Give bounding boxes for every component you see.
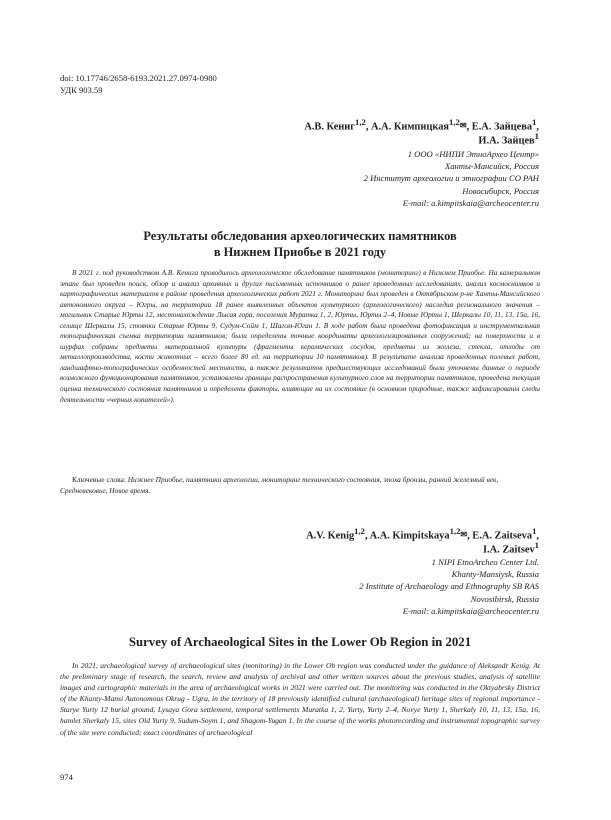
ru-keywords: Ключевые слова: Нижнее Приобье, памятники археологии, мониторинг технического состояния, эпоха бронзы, ранний железный век, Средневековье, Новое время. xyxy=(60,475,499,495)
en-authors-line1: A.V. Kenig$^{1,2}$, A.A. Kimpitskaya$^{1,2}$✉, E.A. Zaitseva$^1$, xyxy=(306,526,539,542)
ru-affiliations: 1 ООО «НИПИ ЭтноАрхео Центр» Ханты-Мансийск, Россия 2 Институт археологии и этнографии СО РАН Новосибирск, Россия E-mail: a.kimpitskaia@archeocenter.ru xyxy=(363,149,539,208)
ru-title: Результаты обследования археологических памятников в Нижнем Приобье в 2021 году xyxy=(143,229,457,259)
en-abstract: In 2021, archaeological survey of archaeological sites (monitoring) in the Lower Ob region was conducted under the guidance of Aleksandr Kenig. At the preliminary stage of research, the search, review and analysis of archival and other written sources about the previous studies, analysis of satellite images and cartographic materials in the area of archaeological works in 2021 were carried out. The monitoring was conducted in the Oktyabrsky District of the Khanty-Mansi Autonomous Okrug - Ugra, in the territory of 18 previously identified cultural (archaeological) heritage sites of regional importance - Starye Yurty 12 burial ground, Lysaya Gora settlement, temporal settlements Muratka 1, 2, Yurty, Yurty 2–4, Novye Yurty 1, Sherkaly 10, 11, 13, 15a, 16, hamlet Sherkaly 15, sites Old Yurty 9, Sudum-Soym 1, and Shagom-Yugan 1. In the course of the works photorecording and instrumental topographic survey of the site were conducted; exact coordinates of archaeological xyxy=(60,661,540,737)
udk: УДК 903.59 xyxy=(60,85,103,95)
en-title: Survey of Archaeological Sites in the Lower Ob Region in 2021 xyxy=(128,635,472,649)
envelope-icon: ✉ xyxy=(459,121,467,131)
doi: doi: 10.17746/2658-6193.2021.27.0974-0980 xyxy=(60,73,217,83)
en-affiliations: 1 NIPI EtnoArcheo Center Ltd. Khanty-Mansiysk, Russia 2 Institute of Archaeology and Ethnography SB RAS Novosibirsk, Russia E-mail: a.kimpitskaia@archeocenter.ru xyxy=(359,557,539,616)
ru-authors-line1: А.В. Кениг$^{1,2}$, А.А. Кимпицкая$^{1,2}$✉, Е.А. Зайцева$^1$, xyxy=(304,117,539,133)
ru-authors-line2: И.А. Зайцев$^1$ xyxy=(478,131,539,147)
envelope-icon: ✉ xyxy=(460,530,468,540)
page-number: 974 xyxy=(60,772,73,782)
ru-abstract: В 2021 г. под руководством А.В. Кенига проводилось археологическое обследование памятников (мониторинг) в Нижнем Приобье. На камеральном этапе был проведен поиск, обзор и анализ архивных и других письменных источников о ранее проведенных исследованиях, анализ космоснимков и картографических материалов в районе проведения археологических работ 2021 г. Мониторинг был проведен в Октябрьском р-не Ханты-Мансийского автономного округа – Югры, на территории 18 ранее выявленных объектов культурного (археологического) наследия регионального значения – могильник Старые Юрты 12, местонахождение Лысая гора, поселения Муратка 1, 2, Юрты, Юрты 2–4, Новые Юрты 1, Шеркалы 10, 11, 13, 15а, 16, селище Шеркалы 15, стоянки Старые Юрты 9, Судум-Сойм 1, Шагом-Юган 1. В ходе работ была проведена фотофиксация и инструментальная топографическая съемка территории памятников; были определены точные координаты археологизированных сооружений; на поверхности и в шурфах собраны предметы материальной культуры (фрагменты керамических сосудов, предметы из железа, стекла, отходы от металлопроизводства, кости животных – всего более 80 ед. на территории 10 памятников). В результате анализа проведенных полевых работ, ландшафтно-топографических особенностей местности, а также результатов предшествующих исследований были уточнены данные о периоде возможного функционирования памятников, установлены границы распространения культурного слоя на территории памятников, проведена текущая оценка технического состояния памятников и определены факторы, влияющие на их состояние (в основном природные, также зафиксированы следы деятельности «черных копателей»). xyxy=(60,268,540,404)
en-authors-line2: I.A. Zaitsev$^1$ xyxy=(483,540,539,556)
